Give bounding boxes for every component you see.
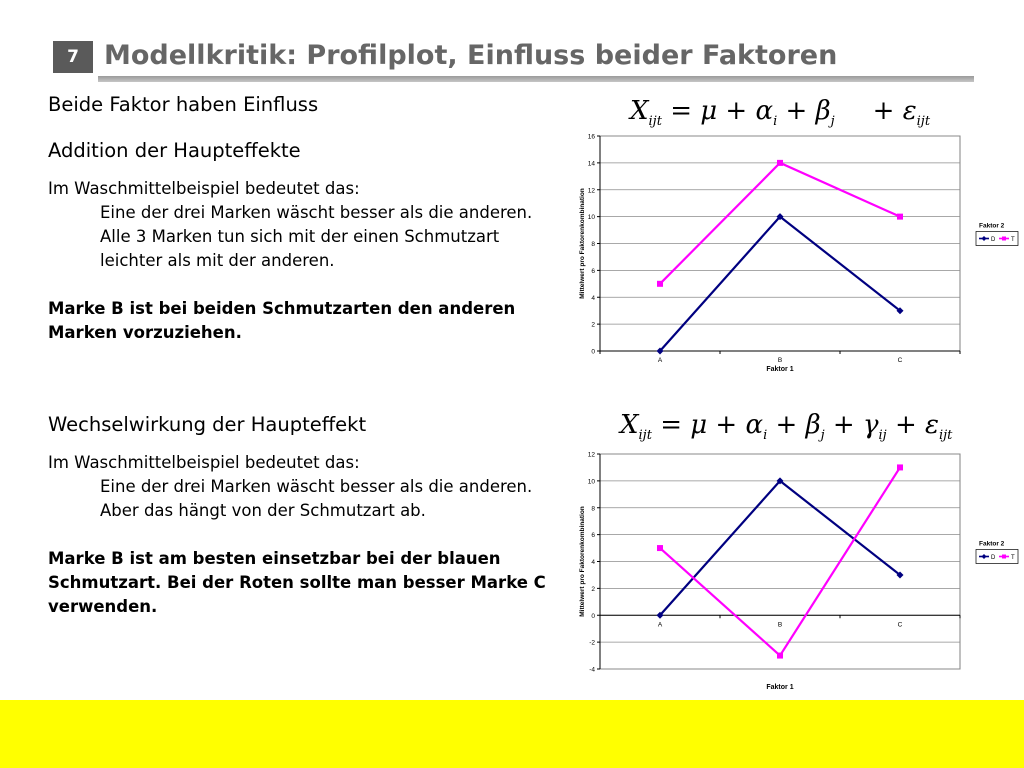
- y-tick-label: -2: [589, 639, 595, 647]
- example-point-1: Eine der drei Marken wäscht besser als die anderen.: [100, 203, 533, 222]
- x-tick-label: B: [777, 621, 783, 629]
- data-point-T: [657, 281, 663, 287]
- y-tick-label: 0: [591, 612, 595, 620]
- footer-bar: [0, 700, 1024, 768]
- x-tick-label: B: [777, 357, 783, 364]
- heading-interaction: Wechselwirkung der Haupteffekt: [48, 413, 367, 436]
- title-underline: [98, 76, 974, 82]
- legend-marker-T: [1002, 555, 1006, 559]
- profile-plot-additive: [560, 128, 1024, 378]
- example-point-2: Alle 3 Marken tun sich mit der einen Schmutzart leichter als mit der anderen.: [100, 227, 500, 270]
- legend-marker-T: [1002, 237, 1006, 241]
- y-tick-label: 6: [591, 267, 595, 275]
- y-axis-title: Mittelwert pro Faktorenkombination: [579, 188, 586, 299]
- y-tick-label: -4: [589, 666, 595, 674]
- y-tick-label: 8: [591, 241, 595, 248]
- y-tick-label: 12: [587, 451, 595, 459]
- y-tick-label: 2: [591, 321, 595, 329]
- data-point-T: [897, 214, 903, 220]
- example-point-4: Aber das hängt von der Schmutzart ab.: [100, 501, 426, 520]
- formula-interaction: $X_{ijt} = \mu + \alpha_i + \beta_j + \gamma_{ij} + \varepsilon_{ijt}$: [620, 410, 953, 444]
- text-block-additive: [48, 93, 548, 345]
- x-tick-label: C: [897, 357, 903, 364]
- legend-label-T: T: [1011, 236, 1015, 243]
- slide-number: 7: [53, 41, 93, 73]
- y-tick-label: 4: [591, 559, 595, 566]
- x-axis-title: Faktor 1: [766, 684, 794, 691]
- example-intro-2: Im Waschmittelbeispiel bedeutet das:: [48, 453, 360, 472]
- legend-title: Faktor 2: [979, 540, 1005, 548]
- y-axis-title: Mittelwert pro Faktorenkombination: [579, 506, 586, 617]
- y-tick-label: 10: [587, 214, 595, 222]
- conclusion-additive: [48, 297, 548, 345]
- data-point-T: [777, 653, 783, 659]
- x-tick-label: C: [897, 621, 903, 629]
- example-point-3: Eine der drei Marken wäscht besser als die anderen.: [100, 477, 533, 496]
- data-point-T: [657, 545, 663, 551]
- slide-title: Modellkritik: Profilplot, Einfluss beider Faktoren: [104, 40, 838, 71]
- legend-title: Faktor 2: [979, 222, 1005, 230]
- legend-label-T: T: [1011, 554, 1015, 561]
- y-tick-label: 14: [587, 160, 595, 168]
- y-tick-label: 10: [587, 478, 595, 486]
- x-tick-label: A: [657, 357, 663, 364]
- data-point-T: [777, 160, 783, 166]
- y-tick-label: 4: [591, 294, 595, 302]
- y-tick-label: 0: [591, 348, 595, 356]
- profile-plot-interaction: [560, 446, 1024, 696]
- example-intro-1: Im Waschmittelbeispiel bedeutet das:: [48, 179, 360, 198]
- y-tick-label: 12: [587, 187, 595, 195]
- heading-additive: Addition der Haupteffekte: [48, 139, 301, 162]
- y-tick-label: 16: [587, 133, 595, 141]
- conclusion-additive-text: Marke B ist bei beiden Schmutzarten den anderen Marken vorzuziehen.: [48, 299, 516, 342]
- conclusion-interaction: Marke B ist am besten einsetzbar bei der blauen Schmutzart. Bei der Roten sollte man besser Marke C verwenden.: [48, 549, 546, 616]
- x-axis-title: Faktor 1: [766, 366, 794, 373]
- heading-factors: Beide Faktor haben Einfluss: [48, 93, 319, 116]
- legend-label-D: D: [991, 554, 996, 561]
- formula-additive: $X_{ijt} = \mu + \alpha_i + \beta_j + \varepsilon_{ijt}$: [630, 96, 931, 130]
- text-block-interaction: [48, 413, 548, 619]
- y-tick-label: 2: [591, 585, 595, 593]
- y-tick-label: 8: [591, 505, 595, 513]
- y-tick-label: 6: [591, 532, 595, 540]
- data-point-T: [897, 464, 903, 470]
- x-tick-label: A: [657, 621, 663, 629]
- legend-label-D: D: [991, 236, 996, 243]
